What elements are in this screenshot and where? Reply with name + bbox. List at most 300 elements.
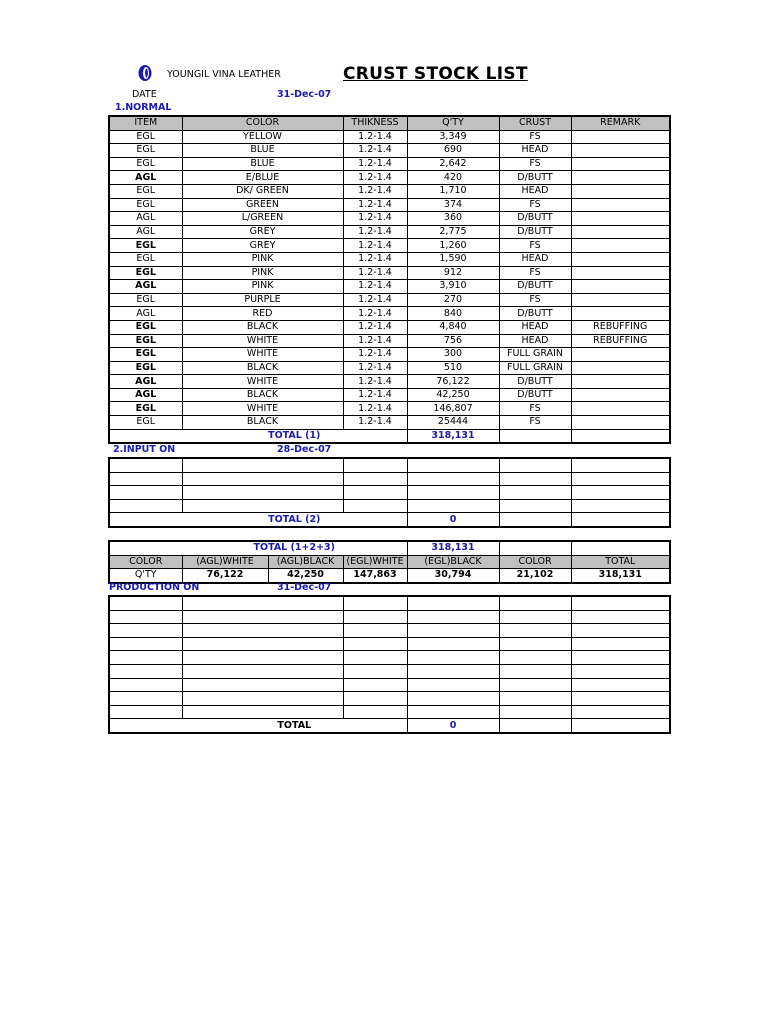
item-cell: AGL	[109, 375, 182, 389]
summary-value: 21,102	[499, 569, 571, 583]
crust-cell: FS	[499, 293, 571, 307]
table-cell	[182, 651, 343, 665]
item-cell: EGL	[109, 130, 182, 144]
item-cell: EGL	[109, 348, 182, 362]
thickness-cell: 1.2-1.4	[343, 402, 407, 416]
crust-cell: FS	[499, 402, 571, 416]
item-cell: EGL	[109, 361, 182, 375]
table-cell	[109, 664, 182, 678]
table-cell	[182, 499, 343, 513]
thickness-cell: 1.2-1.4	[343, 375, 407, 389]
table-cell	[343, 486, 407, 500]
table-cell	[109, 705, 182, 719]
thickness-cell: 1.2-1.4	[343, 361, 407, 375]
remark-cell	[571, 266, 670, 280]
qty-cell: 300	[407, 348, 499, 362]
item-cell: EGL	[109, 334, 182, 348]
thickness-cell: 1.2-1.4	[343, 171, 407, 185]
table-cell	[109, 637, 182, 651]
table-cell	[407, 610, 499, 624]
crust-cell: FS	[499, 416, 571, 430]
summary-table	[108, 540, 671, 584]
column-header: Q'TY	[407, 116, 499, 130]
page-title: CRUST STOCK LIST	[343, 64, 528, 84]
empty-row	[109, 472, 670, 486]
table-cell	[407, 624, 499, 638]
table-cell	[182, 610, 343, 624]
remark-cell	[571, 239, 670, 253]
crust-cell: FULL GRAIN	[499, 361, 571, 375]
color-cell: GREEN	[182, 198, 343, 212]
thickness-cell: 1.2-1.4	[343, 212, 407, 226]
table-cell	[343, 692, 407, 706]
crust-cell: FULL GRAIN	[499, 348, 571, 362]
table-cell	[407, 651, 499, 665]
table-cell	[499, 472, 571, 486]
summary-header-row	[109, 555, 670, 569]
column-header: CRUST	[499, 116, 571, 130]
thickness-cell: 1.2-1.4	[343, 416, 407, 430]
summary-value: 42,250	[268, 569, 343, 583]
table-cell	[407, 705, 499, 719]
table-cell	[109, 486, 182, 500]
summary-total-label: TOTAL (1+2+3)	[182, 541, 407, 555]
remark-cell	[571, 184, 670, 198]
color-cell: YELLOW	[182, 130, 343, 144]
qty-cell: 360	[407, 212, 499, 226]
table-row	[109, 307, 670, 321]
remark-cell	[571, 252, 670, 266]
table-cell	[182, 596, 343, 610]
thickness-cell: 1.2-1.4	[343, 198, 407, 212]
qty-cell: 1,710	[407, 184, 499, 198]
item-cell: EGL	[109, 320, 182, 334]
table-cell	[182, 486, 343, 500]
input-on-table	[108, 457, 671, 528]
item-cell: EGL	[109, 266, 182, 280]
qty-cell: 756	[407, 334, 499, 348]
remark-cell	[571, 361, 670, 375]
table-cell	[571, 664, 670, 678]
normal-stock-table	[108, 115, 671, 444]
table-row	[109, 388, 670, 402]
table-cell	[109, 651, 182, 665]
summary-header: (EGL)BLACK	[407, 555, 499, 569]
crust-cell: D/BUTT	[499, 280, 571, 294]
color-cell: WHITE	[182, 348, 343, 362]
qty-cell: 1,590	[407, 252, 499, 266]
empty-row	[109, 637, 670, 651]
table-cell	[109, 541, 182, 555]
table-cell	[407, 458, 499, 472]
table-cell	[343, 637, 407, 651]
table-cell	[571, 624, 670, 638]
crust-cell: HEAD	[499, 320, 571, 334]
table-row	[109, 198, 670, 212]
table-cell	[571, 499, 670, 513]
color-cell: PINK	[182, 252, 343, 266]
table-cell	[571, 651, 670, 665]
table-cell	[407, 596, 499, 610]
remark-cell	[571, 375, 670, 389]
thickness-cell: 1.2-1.4	[343, 280, 407, 294]
color-cell: GREY	[182, 225, 343, 239]
table-cell	[571, 719, 670, 733]
remark-cell: REBUFFING	[571, 334, 670, 348]
table-cell	[499, 692, 571, 706]
remark-cell	[571, 171, 670, 185]
empty-row	[109, 499, 670, 513]
table-row	[109, 239, 670, 253]
color-cell: WHITE	[182, 334, 343, 348]
color-cell: BLACK	[182, 320, 343, 334]
color-cell: E/BLUE	[182, 171, 343, 185]
table-cell	[499, 678, 571, 692]
crust-cell: FS	[499, 198, 571, 212]
table-cell	[407, 472, 499, 486]
thickness-cell: 1.2-1.4	[343, 320, 407, 334]
summary-value: 76,122	[182, 569, 268, 583]
table-cell	[343, 458, 407, 472]
table-row	[109, 130, 670, 144]
empty-row	[109, 624, 670, 638]
crust-cell: FS	[499, 157, 571, 171]
table-cell	[407, 678, 499, 692]
column-header: REMARK	[571, 116, 670, 130]
table-cell	[499, 513, 571, 527]
table-cell	[109, 596, 182, 610]
table-cell	[571, 472, 670, 486]
remark-cell	[571, 402, 670, 416]
color-cell: BLACK	[182, 388, 343, 402]
table-cell	[343, 499, 407, 513]
item-cell: AGL	[109, 212, 182, 226]
item-cell: EGL	[109, 416, 182, 430]
table-cell	[109, 472, 182, 486]
empty-row	[109, 664, 670, 678]
color-cell: RED	[182, 307, 343, 321]
qty-cell: 420	[407, 171, 499, 185]
table-cell	[109, 499, 182, 513]
table-cell	[407, 637, 499, 651]
empty-row	[109, 458, 670, 472]
thickness-cell: 1.2-1.4	[343, 144, 407, 158]
remark-cell	[571, 212, 670, 226]
empty-row	[109, 651, 670, 665]
item-cell: EGL	[109, 239, 182, 253]
item-cell: EGL	[109, 402, 182, 416]
remark-cell	[571, 307, 670, 321]
thickness-cell: 1.2-1.4	[343, 239, 407, 253]
remark-cell	[571, 144, 670, 158]
crust-cell: HEAD	[499, 144, 571, 158]
qty-cell: 840	[407, 307, 499, 321]
qty-cell: 270	[407, 293, 499, 307]
item-cell: EGL	[109, 184, 182, 198]
table-cell	[499, 429, 571, 443]
table-cell	[571, 610, 670, 624]
thickness-cell: 1.2-1.4	[343, 252, 407, 266]
column-header: THIKNESS	[343, 116, 407, 130]
table-cell	[571, 486, 670, 500]
table-row	[109, 280, 670, 294]
total-2-label: TOTAL (2)	[182, 513, 407, 527]
section-normal-label: 1.NORMAL	[115, 102, 172, 113]
item-cell: EGL	[109, 198, 182, 212]
remark-cell	[571, 388, 670, 402]
column-header: COLOR	[182, 116, 343, 130]
color-cell: PURPLE	[182, 293, 343, 307]
crust-cell: D/BUTT	[499, 388, 571, 402]
crust-cell: FS	[499, 130, 571, 144]
production-on-date: 31-Dec-07	[277, 582, 332, 593]
table-row	[109, 402, 670, 416]
table-row	[109, 348, 670, 362]
item-cell: AGL	[109, 171, 182, 185]
table-cell	[109, 458, 182, 472]
qty-cell: 1,260	[407, 239, 499, 253]
qty-cell: 146,807	[407, 402, 499, 416]
color-cell: PINK	[182, 280, 343, 294]
thickness-cell: 1.2-1.4	[343, 184, 407, 198]
table-cell	[182, 692, 343, 706]
thickness-cell: 1.2-1.4	[343, 130, 407, 144]
crust-cell: D/BUTT	[499, 212, 571, 226]
table-row	[109, 144, 670, 158]
table-cell	[499, 596, 571, 610]
empty-row	[109, 596, 670, 610]
table-row	[109, 375, 670, 389]
qty-cell: 2,642	[407, 157, 499, 171]
section-production-on-label: PRODUCTION ON	[109, 582, 200, 593]
thickness-cell: 1.2-1.4	[343, 266, 407, 280]
table-cell	[571, 513, 670, 527]
crust-cell: FS	[499, 239, 571, 253]
total-1-value: 318,131	[407, 429, 499, 443]
remark-cell	[571, 293, 670, 307]
table-row	[109, 184, 670, 198]
table-row	[109, 334, 670, 348]
date-value: 31-Dec-07	[277, 89, 332, 100]
summary-header: COLOR	[109, 555, 182, 569]
color-cell: BLUE	[182, 144, 343, 158]
qty-cell: 76,122	[407, 375, 499, 389]
color-cell: WHITE	[182, 402, 343, 416]
qty-cell: 3,349	[407, 130, 499, 144]
remark-cell	[571, 157, 670, 171]
qty-cell: 374	[407, 198, 499, 212]
table-cell	[499, 651, 571, 665]
table-cell	[407, 664, 499, 678]
production-total-value: 0	[407, 719, 499, 733]
table-cell	[109, 429, 182, 443]
date-label: DATE	[132, 89, 157, 100]
table-cell	[571, 705, 670, 719]
table-row	[109, 171, 670, 185]
thickness-cell: 1.2-1.4	[343, 307, 407, 321]
table-cell	[499, 719, 571, 733]
table-cell	[109, 678, 182, 692]
empty-row	[109, 692, 670, 706]
summary-value: 318,131	[571, 569, 670, 583]
table-cell	[499, 458, 571, 472]
summary-total-row	[109, 541, 670, 555]
production-on-table	[108, 595, 671, 734]
item-cell: AGL	[109, 307, 182, 321]
item-cell: EGL	[109, 293, 182, 307]
company-name: YOUNGIL VINA LEATHER	[167, 69, 281, 80]
qty-cell: 690	[407, 144, 499, 158]
table-cell	[407, 486, 499, 500]
input-on-date: 28-Dec-07	[277, 444, 332, 455]
remark-cell	[571, 225, 670, 239]
table-cell	[343, 705, 407, 719]
remark-cell	[571, 280, 670, 294]
summary-header: (AGL)BLACK	[268, 555, 343, 569]
empty-row	[109, 610, 670, 624]
thickness-cell: 1.2-1.4	[343, 157, 407, 171]
summary-header: (EGL)WHITE	[343, 555, 407, 569]
table-cell	[109, 513, 182, 527]
summary-values-row	[109, 569, 670, 583]
table-cell	[499, 664, 571, 678]
table-cell	[499, 624, 571, 638]
table-cell	[499, 610, 571, 624]
table-cell	[343, 664, 407, 678]
table-row	[109, 157, 670, 171]
table-cell	[109, 692, 182, 706]
summary-total-value: 318,131	[407, 541, 499, 555]
summary-header: TOTAL	[571, 555, 670, 569]
table-cell	[499, 637, 571, 651]
crust-cell: D/BUTT	[499, 375, 571, 389]
color-cell: BLACK	[182, 361, 343, 375]
table-cell	[182, 637, 343, 651]
qty-cell: 25444	[407, 416, 499, 430]
qty-cell: 42,250	[407, 388, 499, 402]
total-row	[109, 429, 670, 443]
table-cell	[343, 651, 407, 665]
qty-cell: 3,910	[407, 280, 499, 294]
table-cell	[109, 624, 182, 638]
table-cell	[182, 458, 343, 472]
thickness-cell: 1.2-1.4	[343, 334, 407, 348]
table-row	[109, 293, 670, 307]
empty-row	[109, 486, 670, 500]
total-2-value: 0	[407, 513, 499, 527]
table-cell	[571, 596, 670, 610]
remark-cell	[571, 198, 670, 212]
total-row	[109, 513, 670, 527]
table-cell	[109, 610, 182, 624]
empty-row	[109, 705, 670, 719]
crust-cell: D/BUTT	[499, 307, 571, 321]
item-cell: AGL	[109, 225, 182, 239]
section-input-on-label: 2.INPUT ON	[113, 444, 176, 455]
table-row	[109, 212, 670, 226]
table-row	[109, 320, 670, 334]
table-cell	[571, 458, 670, 472]
item-cell: EGL	[109, 157, 182, 171]
table-cell	[182, 705, 343, 719]
item-cell: AGL	[109, 280, 182, 294]
qty-cell: 912	[407, 266, 499, 280]
empty-row	[109, 678, 670, 692]
item-cell: EGL	[109, 144, 182, 158]
qty-cell: 2,775	[407, 225, 499, 239]
table-cell	[343, 624, 407, 638]
crust-cell: HEAD	[499, 184, 571, 198]
table-cell	[407, 692, 499, 706]
table-row	[109, 225, 670, 239]
table-cell	[182, 678, 343, 692]
summary-header: (AGL)WHITE	[182, 555, 268, 569]
table-cell	[499, 541, 571, 555]
table-cell	[571, 678, 670, 692]
color-cell: GREY	[182, 239, 343, 253]
color-cell: PINK	[182, 266, 343, 280]
youngil-logo-icon	[136, 64, 154, 82]
table-cell	[343, 472, 407, 486]
color-cell: BLACK	[182, 416, 343, 430]
crust-cell: FS	[499, 266, 571, 280]
summary-header: COLOR	[499, 555, 571, 569]
table-cell	[499, 486, 571, 500]
table-cell	[499, 499, 571, 513]
table-row	[109, 361, 670, 375]
crust-cell: HEAD	[499, 252, 571, 266]
summary-value: Q'TY	[109, 569, 182, 583]
table-cell	[571, 541, 670, 555]
table-row	[109, 252, 670, 266]
color-cell: WHITE	[182, 375, 343, 389]
column-header: ITEM	[109, 116, 182, 130]
table-row	[109, 416, 670, 430]
table-cell	[109, 719, 182, 733]
remark-cell	[571, 348, 670, 362]
table-cell	[571, 429, 670, 443]
table-cell	[571, 637, 670, 651]
summary-value: 147,863	[343, 569, 407, 583]
table-cell	[182, 472, 343, 486]
table-cell	[343, 610, 407, 624]
color-cell: DK/ GREEN	[182, 184, 343, 198]
color-cell: L/GREEN	[182, 212, 343, 226]
table-row	[109, 266, 670, 280]
total-row	[109, 719, 670, 733]
table-cell	[499, 705, 571, 719]
total-1-label: TOTAL (1)	[182, 429, 407, 443]
item-cell: AGL	[109, 388, 182, 402]
remark-cell	[571, 130, 670, 144]
thickness-cell: 1.2-1.4	[343, 293, 407, 307]
summary-value: 30,794	[407, 569, 499, 583]
table-cell	[407, 499, 499, 513]
thickness-cell: 1.2-1.4	[343, 388, 407, 402]
crust-cell: HEAD	[499, 334, 571, 348]
table-cell	[343, 596, 407, 610]
thickness-cell: 1.2-1.4	[343, 348, 407, 362]
table-cell	[182, 624, 343, 638]
qty-cell: 4,840	[407, 320, 499, 334]
item-cell: EGL	[109, 252, 182, 266]
table-cell	[343, 678, 407, 692]
qty-cell: 510	[407, 361, 499, 375]
thickness-cell: 1.2-1.4	[343, 225, 407, 239]
table-cell	[182, 664, 343, 678]
production-total-label: TOTAL	[182, 719, 407, 733]
color-cell: BLUE	[182, 157, 343, 171]
